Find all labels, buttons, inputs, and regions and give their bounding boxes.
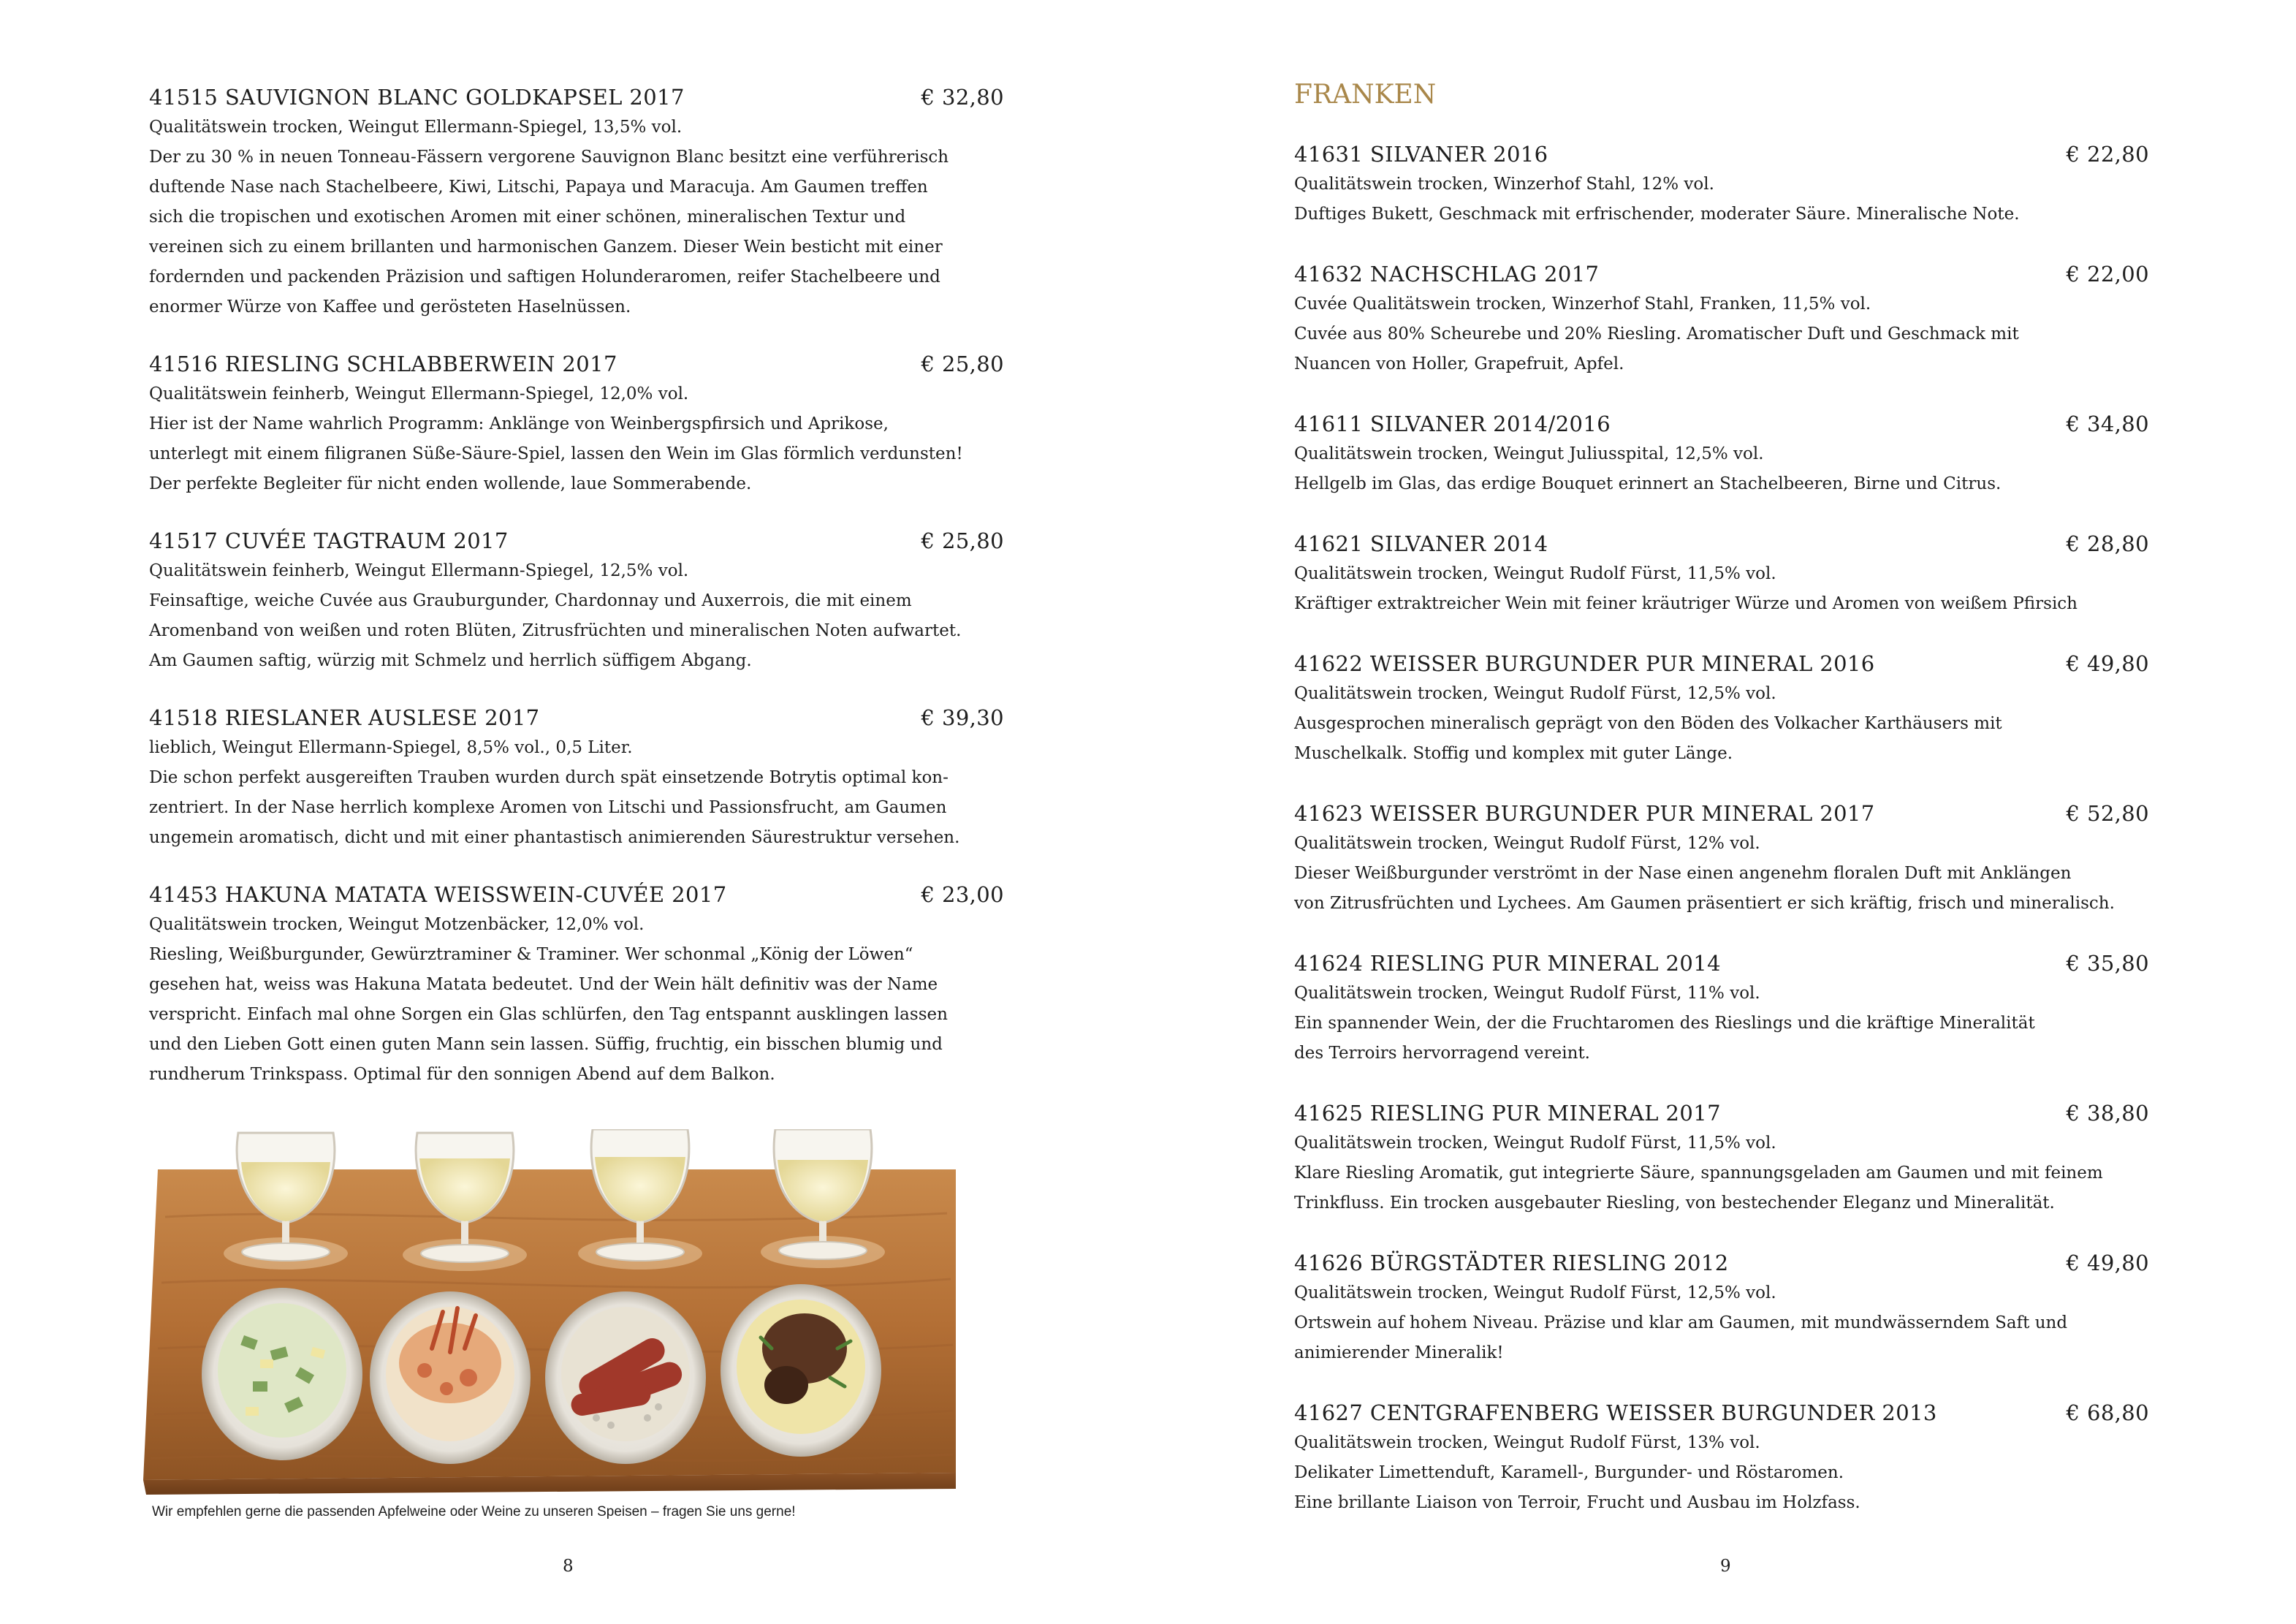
wine-subtitle: Qualitätswein trocken, Weingut Ellermann-Spiegel, 13,5% vol.: [149, 118, 683, 137]
photo-caption: Wir empfehlen gerne die passenden Apfelweine oder Weine zu unseren Speisen – fragen Sie uns gerne!: [152, 1504, 796, 1519]
wine-entry-header: [1294, 528, 2149, 559]
wine-subtitle: Qualitätswein trocken, Weingut Rudolf Fürst, 12,5% vol.: [1294, 684, 1776, 703]
wine-price: € 34,80: [2066, 411, 2149, 436]
wine-title: 41611 SILVANER 2014/2016: [1294, 411, 1611, 436]
wine-title: 41631 SILVANER 2016: [1294, 142, 1548, 167]
wine-description-line: Delikater Limettenduft, Karamell-, Burgunder- und Röstaromen.: [1294, 1463, 1844, 1482]
wine-subtitle: Qualitätswein trocken, Weingut Juliusspital, 12,5% vol.: [1294, 444, 1764, 463]
wine-title: 41621 SILVANER 2014: [1294, 531, 1548, 556]
wine-description-line: Aromenband von weißen und roten Blüten, Zitrusfrüchten und mineralischen Noten aufwartet.: [149, 621, 962, 640]
wine-price: € 38,80: [2066, 1101, 2149, 1126]
wine-price: € 35,80: [2066, 951, 2149, 976]
wine-title: 41627 CENTGRAFENBERG WEISSER BURGUNDER 2013: [1294, 1400, 1937, 1425]
wine-description-line: des Terroirs hervorragend vereint.: [1294, 1044, 1590, 1063]
wine-entry: [149, 702, 1004, 853]
wine-description-line: zentriert. In der Nase herrlich komplexe Aromen von Litschi und Passionsfrucht, am Gaumen: [149, 798, 947, 817]
wine-subtitle: Qualitätswein trocken, Weingut Rudolf Fürst, 13% vol.: [1294, 1433, 1760, 1452]
wine-description-line: rundherum Trinkspass. Optimal für den sonnigen Abend auf dem Balkon.: [149, 1065, 775, 1084]
wine-subtitle: lieblich, Weingut Ellermann-Spiegel, 8,5% vol., 0,5 Liter.: [149, 738, 633, 757]
wine-description-line: Hellgelb im Glas, das erdige Bouquet erinnert an Stachelbeeren, Birne und Citrus.: [1294, 474, 2002, 493]
wine-price: € 68,80: [2066, 1400, 2149, 1425]
wine-title: 41515 SAUVIGNON BLANC GOLDKAPSEL 2017: [149, 85, 685, 110]
wine-description-line: duftende Nase nach Stachelbeere, Kiwi, Litschi, Papaya und Maracuja. Am Gaumen treffen: [149, 178, 928, 197]
wine-entry-header: [1294, 648, 2149, 679]
wine-subtitle: Qualitätswein feinherb, Weingut Ellermann-Spiegel, 12,0% vol.: [149, 384, 689, 403]
wine-title: 41624 RIESLING PUR MINERAL 2014: [1294, 951, 1721, 976]
wine-description-line: Ortswein auf hohem Niveau. Präzise und klar am Gaumen, mit mundwässerndem Saft und: [1294, 1313, 2068, 1332]
wine-entry: [1294, 409, 2149, 499]
wine-description-line: Feinsaftige, weiche Cuvée aus Grauburgunder, Chardonnay und Auxerrois, die mit einem: [149, 591, 912, 610]
wine-subtitle: Cuvée Qualitätswein trocken, Winzerhof Stahl, Franken, 11,5% vol.: [1294, 295, 1871, 314]
wine-description-line: Eine brillante Liaison von Terroir, Frucht und Ausbau im Holzfass.: [1294, 1493, 1860, 1512]
wine-price: € 25,80: [921, 528, 1004, 553]
wine-price: € 28,80: [2066, 531, 2149, 556]
wine-description-line: Nuancen von Holler, Grapefruit, Apfel.: [1294, 354, 1624, 373]
wine-title: 41516 RIESLING SCHLABBERWEIN 2017: [149, 352, 617, 376]
wine-entry-header: [149, 879, 1004, 910]
food-bowl: [545, 1291, 706, 1464]
wine-description-line: fordernden und packenden Präzision und saftigen Holunderaromen, reifer Stachelbeere und: [149, 267, 940, 287]
wine-entry: [1294, 948, 2149, 1069]
wine-price: € 49,80: [2066, 651, 2149, 676]
wine-description-line: Der zu 30 % in neuen Tonneau-Fässern vergorene Sauvignon Blanc besitzt eine verführerisch: [149, 148, 949, 167]
wine-description-line: Dieser Weißburgunder verströmt in der Nase einen angenehm floralen Duft mit Anklängen: [1294, 864, 2072, 883]
wine-entry: [149, 879, 1004, 1090]
wine-entry: [1294, 1248, 2149, 1368]
wine-list-right: [1294, 79, 2149, 1547]
wine-title: 41517 CUVÉE TAGTRAUM 2017: [149, 528, 509, 553]
wine-description-line: verspricht. Einfach mal ohne Sorgen ein Glas schlürfen, den Tag entspannt ausklingen lassen: [149, 1005, 948, 1024]
wine-description-line: Ausgesprochen mineralisch geprägt von den Böden des Volkacher Karthäusers mit: [1294, 714, 2002, 733]
wine-entry: [1294, 648, 2149, 769]
wine-description-line: Cuvée aus 80% Scheurebe und 20% Riesling. Aromatischer Duft und Geschmack mit: [1294, 325, 2019, 344]
wine-price: € 22,00: [2066, 262, 2149, 287]
wine-title: 41625 RIESLING PUR MINERAL 2017: [1294, 1101, 1721, 1126]
wine-entry-header: [1294, 1397, 2149, 1428]
wine-entry: [1294, 1098, 2149, 1218]
wine-subtitle: Qualitätswein trocken, Winzerhof Stahl, 12% vol.: [1294, 175, 1714, 194]
wine-description-line: Am Gaumen saftig, würzig mit Schmelz und herrlich süffigem Abgang.: [149, 651, 752, 670]
wine-pairing-photo: [143, 1129, 965, 1509]
wine-price: € 52,80: [2066, 801, 2149, 826]
wine-description-line: Riesling, Weißburgunder, Gewürztraminer & Traminer. Wer schonmal „König der Löwen“: [149, 945, 913, 964]
wine-description-line: und den Lieben Gott einen guten Mann sein lassen. Süffig, fruchtig, ein bisschen blumig und: [149, 1035, 943, 1054]
wine-entry: [149, 82, 1004, 322]
wine-entry-header: [149, 525, 1004, 556]
page-right: [1148, 0, 2296, 1624]
food-bowl: [370, 1291, 531, 1464]
wine-description-line: enormer Würze von Kaffee und gerösteten Haselnüssen.: [149, 297, 631, 316]
wine-price: € 25,80: [921, 352, 1004, 376]
wine-subtitle: Qualitätswein trocken, Weingut Rudolf Fürst, 11% vol.: [1294, 984, 1760, 1003]
wine-description-line: Trinkfluss. Ein trocken ausgebauter Riesling, von bestechender Eleganz und Mineralität.: [1294, 1194, 2055, 1213]
wine-title: 41626 BÜRGSTÄDTER RIESLING 2012: [1294, 1251, 1729, 1275]
wine-description-line: von Zitrusfrüchten und Lychees. Am Gaumen präsentiert er sich kräftig, frisch und mineralisch.: [1294, 894, 2115, 913]
wine-subtitle: Qualitätswein trocken, Weingut Rudolf Fürst, 12,5% vol.: [1294, 1283, 1776, 1302]
wine-description-line: ungemein aromatisch, dicht und mit einer phantastisch animierenden Säurestruktur versehen.: [149, 828, 960, 847]
wine-entry: [1294, 798, 2149, 919]
page-number: 8: [563, 1557, 574, 1576]
wine-subtitle: Qualitätswein trocken, Weingut Rudolf Fürst, 11,5% vol.: [1294, 1134, 1776, 1153]
wine-description-line: Der perfekte Begleiter für nicht enden wollende, laue Sommerabende.: [149, 474, 752, 493]
wine-title: 41518 RIESLANER AUSLESE 2017: [149, 705, 540, 730]
wine-description-line: Kräftiger extraktreicher Wein mit feiner kräutriger Würze und Aromen von weißem Pfirsich: [1294, 594, 2078, 613]
food-bowl: [202, 1288, 362, 1460]
wine-price: € 39,30: [921, 705, 1004, 730]
wine-entry-header: [1294, 1098, 2149, 1128]
wine-title: 41623 WEISSER BURGUNDER PUR MINERAL 2017: [1294, 801, 1875, 826]
wine-entry-header: [1294, 1248, 2149, 1278]
wine-description-line: Die schon perfekt ausgereiften Trauben wurden durch spät einsetzende Botrytis optimal kon-: [149, 768, 949, 787]
wine-entry-header: [149, 702, 1004, 733]
section-title: FRANKEN: [1294, 80, 1437, 110]
wine-entry-header: [1294, 259, 2149, 289]
food-bowl: [721, 1284, 881, 1457]
wine-price: € 49,80: [2066, 1251, 2149, 1275]
wine-description-line: Muschelkalk. Stoffig und komplex mit guter Länge.: [1294, 744, 1733, 763]
page-number: 9: [1720, 1557, 1731, 1576]
wine-entry-header: [149, 349, 1004, 379]
wine-subtitle: Qualitätswein trocken, Weingut Motzenbäcker, 12,0% vol.: [149, 915, 645, 934]
wine-entry: [1294, 528, 2149, 619]
wine-entry-header: [149, 82, 1004, 113]
wine-list-left: [149, 82, 1004, 1116]
wine-subtitle: Qualitätswein trocken, Weingut Rudolf Fürst, 12% vol.: [1294, 834, 1760, 853]
wine-description-line: unterlegt mit einem filigranen Süße-Säure-Spiel, lassen den Wein im Glas förmlich verdunsten!: [149, 444, 963, 463]
wine-subtitle: Qualitätswein trocken, Weingut Rudolf Fürst, 11,5% vol.: [1294, 564, 1776, 583]
wine-description-line: vereinen sich zu einem brillanten und harmonischen Ganzem. Dieser Wein besticht mit einer: [149, 238, 943, 257]
wine-entry: [1294, 139, 2149, 229]
wine-entry: [149, 525, 1004, 676]
wine-title: 41632 NACHSCHLAG 2017: [1294, 262, 1600, 287]
wine-description-line: gesehen hat, weiss was Hakuna Matata bedeutet. Und der Wein hält definitiv was der Name: [149, 975, 938, 994]
wine-description-line: Hier ist der Name wahrlich Programm: Anklänge von Weinbergspfirsich und Aprikose,: [149, 414, 889, 433]
wine-entry: [1294, 259, 2149, 379]
wine-description-line: Ein spannender Wein, der die Fruchtaromen des Rieslings und die kräftige Mineralität: [1294, 1014, 2035, 1033]
wine-description-line: Duftiges Bukett, Geschmack mit erfrischender, moderater Säure. Mineralische Note.: [1294, 205, 2020, 224]
wine-price: € 22,80: [2066, 142, 2149, 167]
wine-entry-header: [1294, 948, 2149, 979]
wine-subtitle: Qualitätswein feinherb, Weingut Ellermann-Spiegel, 12,5% vol.: [149, 561, 689, 580]
wine-description-line: sich die tropischen und exotischen Aromen mit einer schönen, mineralischen Textur und: [149, 208, 906, 227]
wine-entry-header: [1294, 409, 2149, 439]
wine-entry: [149, 349, 1004, 499]
wine-price: € 32,80: [921, 85, 1004, 110]
wine-description-line: animierender Mineralik!: [1294, 1343, 1504, 1362]
wine-entry: [1294, 1397, 2149, 1518]
wine-title: 41622 WEISSER BURGUNDER PUR MINERAL 2016: [1294, 651, 1875, 676]
wine-title: 41453 HAKUNA MATATA WEISSWEIN-CUVÉE 2017: [149, 882, 727, 907]
wine-description-line: Klare Riesling Aromatik, gut integrierte Säure, spannungsgeladen am Gaumen und mit feinem: [1294, 1164, 2103, 1183]
wine-price: € 23,00: [921, 882, 1004, 907]
wine-entry-header: [1294, 139, 2149, 170]
wine-entry-header: [1294, 798, 2149, 829]
